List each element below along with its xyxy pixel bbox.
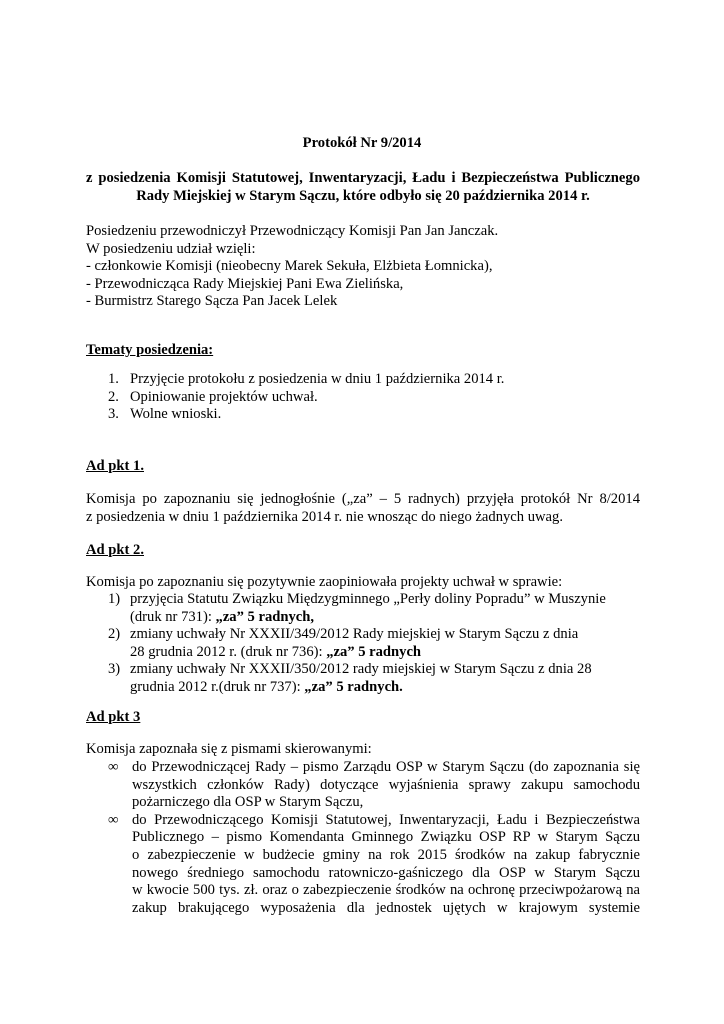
list-item — [108, 812, 640, 918]
list-number: 2. — [108, 388, 119, 405]
intro-line: - członkowie Komisji (nieobecny Marek Sekuła, Elżbieta Łomnicka), — [86, 258, 493, 275]
intro-line: W posiedzeniu udział wzięli: — [86, 240, 256, 257]
subtitle-line-2: Rady Miejskiej w Starym Sączu, które odbyło się 20 października 2014 r. — [136, 187, 590, 204]
list-number: 1) — [108, 591, 121, 607]
list-text: Opiniowanie projektów uchwał. — [130, 388, 318, 405]
vote-result: „za” 5 radnych, — [215, 608, 315, 625]
vote-result: „za” 5 radnych — [326, 643, 422, 660]
list-number: 3. — [108, 406, 119, 423]
intro-line: - Burmistrz Starego Sącza Pan Jacek Lelek — [86, 293, 338, 310]
item-line: zmiany uchwały Nr XXXII/349/2012 Rady miejskiej w Starym Sączu z dnia — [130, 626, 579, 643]
paragraph-line: z posiedzenia w dniu 1 października 2014 r. nie wnosząc do niego żadnych uwag. — [86, 508, 563, 525]
list-number: 1. — [108, 371, 119, 387]
paragraph-line: Komisja po zapoznaniu się jednogłośnie („za” – 5 radnych) przyjęła protokół Nr 8/2014 — [86, 491, 640, 507]
infinity-bullet-icon: ∞ — [108, 811, 119, 828]
infinity-bullet-icon: ∞ — [108, 759, 119, 775]
item-line: do Przewodniczącego Komisji Statutowej, Inwentaryzacji, Ładu i Bezpieczeństwa — [132, 811, 640, 828]
resolutions-list — [108, 591, 628, 697]
list-number: 3) — [108, 661, 121, 678]
item-line: w kwocie 500 tys. zł. oraz o zabezpieczenie środków na ochronę przeciwpożarową na — [132, 882, 640, 899]
subtitle-line-1: z posiedzenia Komisji Statutowej, Inwentaryzacji, Ładu i Bezpieczeństwa Publicznego — [86, 170, 640, 186]
ad3-intro: Komisja zapoznała się z pismami skierowanymi: — [86, 741, 372, 757]
topics-list — [108, 371, 628, 424]
letters-list — [108, 759, 640, 917]
list-text: Przyjęcie protokołu z posiedzenia w dniu 1 października 2014 r. — [130, 371, 505, 387]
ad1-heading: Ad pkt 1. — [86, 458, 144, 474]
item-line: grudnia 2012 r.(druk nr 737): — [130, 678, 305, 695]
document-title: Protokół Nr 9/2014 — [302, 135, 422, 151]
item-line: o zabezpieczenie w budżecie gminy na rok 2015 środków na zakup fabrycznie — [132, 846, 640, 863]
attendance-section — [86, 223, 640, 311]
item-line: (druk nr 731): — [130, 608, 216, 625]
ad1-paragraph — [86, 491, 640, 526]
ad2-heading: Ad pkt 2. — [86, 542, 144, 558]
ad3-heading: Ad pkt 3 — [86, 709, 141, 725]
item-line: Publicznego – pismo Komendanta Gminnego Związku OSP RP w Starym Sączu — [132, 829, 640, 846]
list-item — [108, 661, 628, 696]
item-line: zakup brakującego wyposażenia dla jednostek ujętych w krajowym systemie — [132, 899, 640, 916]
list-item — [108, 389, 628, 407]
list-number: 2) — [108, 626, 121, 643]
item-line: wszystkich członków Rady) dotyczące wyjaśnienia sprawy zakupu samochodu — [132, 776, 640, 793]
item-line: 28 grudnia 2012 r. (druk nr 736): — [130, 643, 327, 660]
intro-line: Posiedzeniu przewodniczył Przewodniczący Komisji Pan Jan Janczak. — [86, 223, 499, 239]
list-item — [108, 591, 628, 626]
ad2-intro: Komisja po zapoznaniu się pozytywnie zaopiniowała projekty uchwał w sprawie: — [86, 574, 563, 590]
topics-heading: Tematy posiedzenia: — [86, 342, 214, 358]
list-item — [108, 626, 628, 661]
vote-result: „za” 5 radnych. — [304, 678, 403, 695]
item-line: zmiany uchwały Nr XXXII/350/2012 rady miejskiej w Starym Sączu z dnia 28 — [130, 661, 592, 678]
intro-line: - Przewodnicząca Rady Miejskiej Pani Ewa Zielińska, — [86, 275, 404, 292]
item-line: nowego średniego samochodu ratowniczo-gaśniczego dla OSP w Starym Sączu — [132, 864, 640, 881]
list-text: Wolne wnioski. — [130, 406, 222, 423]
list-item — [108, 406, 628, 424]
item-line: pożarniczego dla OSP w Starym Sączu, — [132, 794, 364, 811]
document-subtitle — [86, 170, 640, 205]
item-line: przyjęcia Statutu Związku Międzygminnego „Perły doliny Popradu” w Muszynie — [130, 591, 606, 607]
list-item — [108, 759, 640, 812]
item-line: do Przewodniczącej Rady – pismo Zarządu OSP w Starym Sączu (do zapoznania się — [132, 759, 640, 775]
list-item — [108, 371, 628, 389]
